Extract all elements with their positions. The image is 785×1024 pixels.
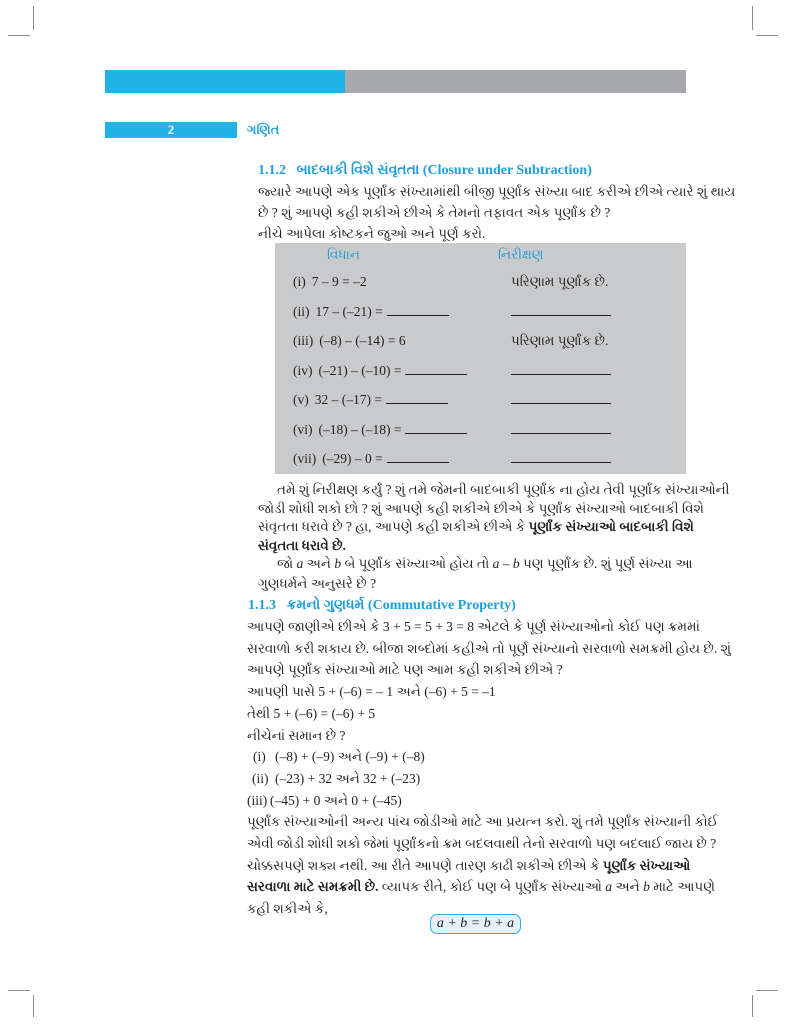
section-number: 1.1.2 (258, 163, 286, 178)
row-label: (i) (293, 274, 306, 289)
paragraph-line: એવી જોડી શોધી શકો જેમાં પૂર્ણાંકનો ક્રમ બદલવાથી તેનો સરવાળો પણ બદલાઈ જાય છે ? (247, 836, 717, 852)
paragraph-line (258, 518, 694, 537)
text-run: વ્યાપક રીતે, કોઈ પણ બે પૂર્ણાંક સંખ્યાઓ (381, 879, 602, 895)
subject-title: ગણિત (247, 122, 280, 137)
table-row (275, 385, 686, 415)
crop-mark-bottom-left-h (8, 990, 30, 991)
statement-cell (293, 385, 448, 415)
list-item (247, 768, 686, 790)
item-text: (–23) + 32 અને 32 + (–23) (275, 770, 421, 786)
statement-cell (293, 415, 467, 445)
observation-blank (511, 462, 611, 463)
paragraph-line: સરવાળો કરી શકાય છે. બીજા શબ્દોમાં કહીએ તો પૂર્ણ સંખ્યાનો સરવાળો સમક્રમી હોય છે. શું (247, 640, 731, 656)
item-label: (iii) (247, 792, 268, 808)
row-observation (511, 385, 611, 415)
table-row (275, 267, 686, 297)
observation-blank (511, 315, 611, 316)
statement-cell (293, 326, 406, 356)
table-row (275, 297, 686, 327)
row-label: (iii) (293, 333, 314, 348)
table-header-observation: નિરીક્ષણ (498, 247, 544, 262)
row-statement: 32 – (–17) = (314, 392, 382, 407)
row-observation: પરિણામ પૂર્ણાંક છે. (511, 333, 609, 348)
text-run: જો (277, 556, 294, 571)
table-row (275, 326, 686, 356)
variable-b: b (334, 556, 342, 571)
variable-a: a (296, 556, 304, 571)
row-label: (vii) (293, 451, 317, 466)
paragraph-line: પૂર્ણાંક સંખ્યાઓની અન્ય પાંચ જોડીઓ માટે આ પ્રયત્ન કરો. શું તમે પૂર્ણાંક સંખ્યાની કોઈ (247, 814, 719, 830)
text-run: બે પૂર્ણાંક સંખ્યાઓ હોય તો (344, 556, 490, 571)
item-text: (–45) + 0 અને 0 + (–45) (270, 792, 402, 808)
text-run: અને (306, 556, 331, 571)
answer-blank (387, 462, 449, 463)
paragraph-line: આપણે પૂર્ણાંક સંખ્યાઓ માટે પણ આમ કહી શકીએ છીએ ? (247, 662, 563, 678)
paragraph-line: તમે શું નિરીક્ષણ કર્યું ? શું તમે જેમની બાદબાકી પૂર્ણાંક ના હોય તેવી પૂર્ણાંક સંખ્યાઓની (277, 482, 730, 497)
paragraph-line: આપણે જાણીએ છીએ કે 3 + 5 = 5 + 3 = 8 એટલે કે પૂર્ણ સંખ્યાઓનો કોઈ પણ ક્રમમાં (247, 619, 700, 634)
commutative-formula-box: a + b = b + a (430, 914, 521, 934)
table-row (275, 356, 686, 386)
list-item (247, 746, 686, 768)
page-number: 2 (105, 122, 237, 138)
header-gray-bar (345, 70, 686, 93)
row-observation (511, 356, 611, 386)
statement-cell (293, 356, 467, 386)
crop-mark-top-right-h (756, 35, 778, 36)
paragraph-line: જ્યારે આપણે એક પૂર્ણાંક સંખ્યામાંથી બીજી પૂર્ણાંક સંખ્યા બાદ કરીએ છીએ ત્યારે શું થાય (258, 184, 736, 199)
statement-cell (293, 297, 449, 327)
discussion-paragraph (258, 481, 730, 555)
row-observation: પરિણામ પૂર્ણાંક છે. (511, 274, 609, 289)
table-row (275, 444, 686, 474)
section-number: 1.1.3 (248, 598, 276, 613)
paragraph-line (247, 876, 715, 898)
row-statement: (–29) – 0 = (322, 451, 383, 466)
answer-blank (405, 433, 467, 434)
section-heading-1-1-2 (258, 161, 592, 181)
paragraph-line: ગુણધર્મને અનુસરે છે ? (258, 576, 377, 591)
crop-mark-top-left-v (33, 6, 34, 30)
section-title: બાદબાકી વિશે સંવૃતતા (296, 163, 420, 178)
answer-blank (386, 403, 448, 404)
variable-a: a (605, 879, 612, 895)
statement-cell (293, 444, 449, 474)
row-label: (v) (293, 392, 309, 407)
commutative-section-body (247, 616, 731, 920)
paragraph-line (247, 855, 691, 877)
observation-blank (511, 403, 611, 404)
item-label: (i) (253, 749, 266, 765)
question-paragraph (258, 554, 693, 594)
table-header-statement: વિધાન (327, 247, 360, 262)
section-heading-1-1-3 (248, 596, 516, 616)
text-run: અને (615, 879, 640, 895)
text-run: માટે આપણે (653, 879, 715, 895)
item-label: (ii) (252, 770, 269, 786)
row-label: (vi) (293, 421, 313, 437)
answer-blank (405, 374, 467, 375)
bold-text-run: પૂર્ણાંક સંખ્યાઓ બાદબાકી વિશે (528, 519, 694, 534)
row-observation (511, 444, 611, 474)
section-title-english: (Closure under Subtraction) (422, 163, 592, 178)
crop-mark-top-right-v (752, 6, 753, 30)
section-title-english: (Commutative Property) (367, 598, 516, 613)
header-accent-bar (105, 70, 345, 93)
section-title: ક્રમનો ગુણધર્મ (286, 598, 365, 613)
paragraph-line: નીચેનાં સમાન છે ? (247, 727, 346, 743)
text-run: ચોક્કસપણે શક્ય નથી. આ રીતે આપણે તારણ કાઢી શકીએ છીએ કે (247, 857, 600, 873)
text-run: સંવૃતતા ધરાવે છે ? હા, આપણે કહી શકીએ છીએ કે (258, 519, 526, 534)
paragraph-line (258, 554, 693, 574)
text-run: પણ પૂર્ણાંક છે. શું પૂર્ણ સંખ્યા આ (522, 556, 693, 571)
row-label: (iv) (293, 362, 313, 378)
row-statement: (–18) – (–18) = (318, 421, 402, 437)
observation-blank (511, 374, 611, 375)
paragraph-line: તેથી 5 + (–6) = (–6) + 5 (247, 705, 376, 721)
bold-text-run: સરવાળા માટે સમક્રમી છે. (247, 879, 379, 895)
list-item (247, 790, 686, 812)
row-label: (ii) (293, 303, 310, 319)
paragraph-line: આપણી પાસે 5 + (–6) = – 1 અને (–6) + 5 = –1 (247, 684, 496, 700)
paragraph-line: જોડી શોધી શકો છો ? શું આપણે કહી શકીએ છીએ કે પૂર્ણાંક સંખ્યાઓ બાદબાકી વિશે (258, 500, 704, 516)
crop-mark-bottom-left-v (33, 995, 34, 1017)
expression-a-minus-b: a – b (492, 556, 520, 571)
paragraph-line: છે ? શું આપણે કહી શકીએ છીએ કે તેમનો તફાવત એક પૂર્ણાંક છે ? (258, 205, 611, 220)
crop-mark-bottom-right-v (752, 995, 753, 1017)
intro-paragraph (258, 181, 736, 244)
paragraph-line: નીચે આપેલા કોષ્ટકને જુઓ અને પૂર્ણ કરો. (258, 226, 486, 241)
subtraction-table (275, 243, 686, 474)
answer-blank (387, 315, 449, 316)
observation-blank (511, 433, 611, 434)
row-observation (511, 297, 611, 327)
bold-text-run: પૂર્ણાંક સંખ્યાઓ (602, 857, 691, 873)
row-observation (511, 415, 611, 445)
row-statement: (–21) – (–10) = (318, 362, 402, 378)
crop-mark-bottom-right-h (756, 990, 778, 991)
crop-mark-top-left-h (8, 35, 30, 36)
item-text: (–8) + (–9) અને (–9) + (–8) (275, 749, 425, 765)
row-statement: 7 – 9 = –2 (311, 274, 367, 289)
row-statement: 17 – (–21) = (315, 303, 383, 319)
paragraph-line: સંવૃતતા ધરાવે છે. (258, 537, 346, 553)
statement-cell (293, 267, 367, 297)
row-statement: (–8) – (–14) = 6 (319, 333, 406, 348)
paragraph-line: કહી શકીએ કે, (247, 901, 328, 917)
variable-b: b (643, 879, 650, 895)
table-row (275, 415, 686, 445)
